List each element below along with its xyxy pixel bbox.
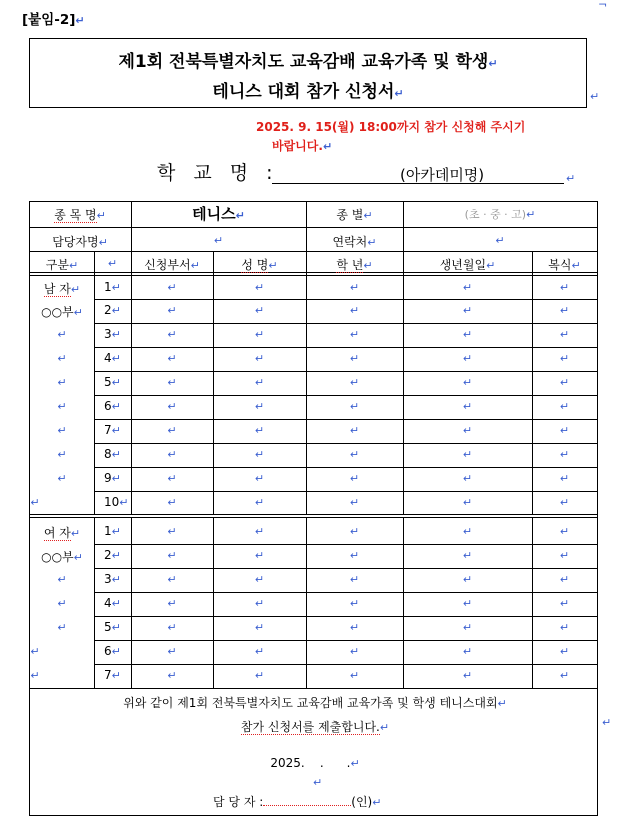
male-entry-cell[interactable]: ↵ [559,304,570,317]
male-school: ○○부↵ [41,305,83,319]
female-row-number: 1↵ [104,524,121,538]
male-entry-cell[interactable]: ↵ [254,472,265,485]
male-entry-cell[interactable]: ↵ [167,472,177,485]
female-entry-cell[interactable]: ↵ [462,669,473,682]
male-entry-cell[interactable]: ↵ [349,400,360,413]
female-entry-cell[interactable]: ↵ [254,669,265,682]
male-entry-cell[interactable]: ↵ [559,328,570,341]
category-value: (초 · 중 · 고)↵ [464,208,536,221]
male-entry-cell[interactable]: ↵ [254,400,265,413]
male-category-cell: ↵ [57,448,67,461]
male-category-cell: ↵ [57,424,67,437]
male-category-cell: ↵ [57,352,67,365]
male-entry-cell[interactable]: ↵ [462,352,473,365]
male-label: 남 자↵ [43,282,81,296]
table-rule [94,664,598,665]
female-entry-cell[interactable]: ↵ [349,597,360,610]
male-row-number: 6↵ [104,399,121,413]
table-rule [94,371,598,372]
footer-line-2: 참가 신청서를 제출합니다.↵ [240,720,390,734]
male-entry-cell[interactable]: ↵ [254,304,265,317]
contact-value[interactable]: ↵ [495,234,505,247]
table-rule [94,395,598,396]
female-entry-cell[interactable]: ↵ [559,597,570,610]
female-entry-cell[interactable]: ↵ [349,525,360,538]
footer-date: 2025. . .↵ [270,756,360,770]
male-entry-cell[interactable]: ↵ [462,328,473,341]
male-entry-cell[interactable]: ↵ [462,400,473,413]
return-mark: ↵ [602,716,612,729]
male-entry-cell[interactable]: ↵ [559,400,570,413]
table-rule [94,544,598,545]
female-row-number: 3↵ [104,572,121,586]
female-entry-cell[interactable]: ↵ [462,525,473,538]
female-entry-cell[interactable]: ↵ [559,621,570,634]
male-row-number: 9↵ [104,471,121,485]
female-entry-cell[interactable]: ↵ [167,645,177,658]
female-entry-cell[interactable]: ↵ [462,621,473,634]
col-header-name: 성 명↵ [241,258,278,272]
male-entry-cell[interactable]: ↵ [462,496,473,509]
male-row-number: 2↵ [104,303,121,317]
female-entry-cell[interactable]: ↵ [349,645,360,658]
female-entry-cell[interactable]: ↵ [167,573,177,586]
male-row-number: 3↵ [104,327,121,341]
col-header-doubles: 복식↵ [548,258,581,272]
event-value: 테니스↵ [192,205,245,223]
table-rule [29,275,598,276]
female-entry-cell[interactable]: ↵ [559,669,570,682]
female-category-cell: ↵ [30,645,40,658]
attachment-label: [붙임-2]↵ [22,12,85,28]
female-row-number: 7↵ [104,668,121,682]
male-entry-cell[interactable]: ↵ [254,448,265,461]
table-rule [94,467,598,468]
male-row-number: 4↵ [104,351,121,365]
male-entry-cell[interactable]: ↵ [349,448,360,461]
table-rule [94,517,95,688]
female-entry-cell[interactable]: ↵ [462,597,473,610]
male-category-cell: ↵ [57,328,67,341]
female-entry-cell[interactable]: ↵ [462,549,473,562]
male-entry-cell[interactable]: ↵ [167,376,177,389]
male-category-cell: ↵ [57,376,67,389]
female-category-cell: ↵ [57,621,67,634]
title-box [29,38,587,108]
table-rule [94,592,598,593]
male-entry-cell[interactable]: ↵ [254,424,265,437]
male-entry-cell[interactable]: ↵ [349,304,360,317]
female-entry-cell[interactable]: ↵ [349,573,360,586]
female-entry-cell[interactable]: ↵ [559,525,570,538]
footer-line-1: 위와 같이 제1회 전북특별자치도 교육감배 교육가족 및 학생 테니스대회↵ [123,696,507,710]
return-mark: ↵ [566,172,576,185]
table-rule [29,688,598,689]
male-category-cell: ↵ [57,472,67,485]
col-header-number: ↵ [107,257,118,270]
table-rule [29,251,598,252]
female-row-number: 5↵ [104,620,121,634]
female-category-cell: ↵ [57,573,67,586]
female-entry-cell[interactable]: ↵ [167,621,177,634]
event-label: 종 목 명↵ [54,208,106,222]
male-entry-cell[interactable]: ↵ [462,424,473,437]
male-entry-cell[interactable]: ↵ [559,472,570,485]
school-name-underline [272,183,564,184]
male-entry-cell[interactable]: ↵ [254,352,265,365]
table-rule [94,251,95,514]
male-entry-cell[interactable]: ↵ [349,328,360,341]
female-entry-cell[interactable]: ↵ [254,597,265,610]
female-entry-cell[interactable]: ↵ [167,669,177,682]
male-entry-cell[interactable]: ↵ [167,496,177,509]
table-rule [94,299,598,300]
female-category-cell: ↵ [30,669,40,682]
male-entry-cell[interactable]: ↵ [559,424,570,437]
female-entry-cell[interactable]: ↵ [559,573,570,586]
academy-label: (아카데미명) [400,166,485,184]
footer-signer: 담 당 자 : (인)↵ [213,795,382,809]
female-entry-cell[interactable]: ↵ [559,549,570,562]
male-entry-cell[interactable]: ↵ [349,424,360,437]
male-entry-cell[interactable]: ↵ [167,328,177,341]
table-rule [94,491,598,492]
return-mark: ↵ [590,90,600,103]
female-school: ○○부↵ [41,550,83,564]
male-row-number: 7↵ [104,423,121,437]
table-rule [94,640,598,641]
male-entry-cell[interactable]: ↵ [462,281,473,294]
contact-label: 연락처↵ [332,235,377,249]
male-row-number: 8↵ [104,447,121,461]
table-rule [94,347,598,348]
table-rule [29,517,598,518]
col-header-birthdate: 생년월일↵ [439,258,496,272]
male-entry-cell[interactable]: ↵ [254,328,265,341]
female-label: 여 자↵ [43,526,81,540]
table-rule [29,201,598,202]
male-entry-cell[interactable]: ↵ [559,376,570,389]
male-entry-cell[interactable]: ↵ [462,376,473,389]
male-entry-cell[interactable]: ↵ [559,352,570,365]
female-category-cell: ↵ [57,597,67,610]
female-entry-cell[interactable]: ↵ [167,549,177,562]
female-row-number: 4↵ [104,596,121,610]
female-entry-cell[interactable]: ↵ [559,645,570,658]
male-entry-cell[interactable]: ↵ [254,281,265,294]
col-header-department: 신청부서↵ [144,258,200,272]
male-entry-cell[interactable]: ↵ [167,448,177,461]
male-entry-cell[interactable]: ↵ [349,496,360,509]
female-entry-cell[interactable]: ↵ [349,621,360,634]
male-entry-cell[interactable]: ↵ [349,472,360,485]
school-name-label: 학 교 명 : [157,162,279,184]
title-line-1: 제1회 전북특별자치도 교육감배 교육가족 및 학생↵ [118,52,498,72]
male-entry-cell[interactable]: ↵ [167,424,177,437]
male-entry-cell[interactable]: ↵ [462,448,473,461]
male-entry-cell[interactable]: ↵ [254,496,265,509]
male-row-number: 1↵ [104,280,121,294]
col-header-category: 구분↵ [45,258,79,272]
page-corner-mark: ¬ [598,0,608,11]
table-rule [94,323,598,324]
female-entry-cell[interactable]: ↵ [254,525,265,538]
male-entry-cell[interactable]: ↵ [167,352,177,365]
female-row-number: 6↵ [104,644,121,658]
female-entry-cell[interactable]: ↵ [254,621,265,634]
male-entry-cell[interactable]: ↵ [349,281,360,294]
male-entry-cell[interactable]: ↵ [349,376,360,389]
female-entry-cell[interactable]: ↵ [167,525,177,538]
male-entry-cell[interactable]: ↵ [167,400,177,413]
table-rule [29,514,598,515]
female-entry-cell[interactable]: ↵ [254,645,265,658]
female-entry-cell[interactable]: ↵ [462,645,473,658]
male-entry-cell[interactable]: ↵ [349,352,360,365]
male-entry-cell[interactable]: ↵ [254,376,265,389]
manager-label: 담당자명↵ [52,235,108,249]
table-rule [94,616,598,617]
female-entry-cell[interactable]: ↵ [167,597,177,610]
female-row-number: 2↵ [104,548,121,562]
male-entry-cell[interactable]: ↵ [559,448,570,461]
table-rule [29,815,598,816]
female-entry-cell[interactable]: ↵ [254,549,265,562]
col-header-grade: 학 년↵ [336,258,373,272]
female-entry-cell[interactable]: ↵ [349,549,360,562]
table-rule [29,227,598,228]
male-entry-cell[interactable]: ↵ [462,304,473,317]
male-row-number: 5↵ [104,375,121,389]
male-row-number: 10↵ [104,495,129,509]
female-entry-cell[interactable]: ↵ [349,669,360,682]
male-entry-cell[interactable]: ↵ [167,304,177,317]
male-category-cell: ↵ [57,400,67,413]
title-line-2: 테니스 대회 참가 신청서↵ [212,82,404,102]
table-rule [94,568,598,569]
return-mark: ↵ [313,776,323,789]
deadline-notice: 2025. 9. 15(월) 18:00까지 참가 신청해 주시기 바랍니다.↵ [256,120,526,153]
female-entry-cell[interactable]: ↵ [254,573,265,586]
male-category-cell: ↵ [30,496,40,509]
male-entry-cell[interactable]: ↵ [167,281,177,294]
female-entry-cell[interactable]: ↵ [462,573,473,586]
male-entry-cell[interactable]: ↵ [559,281,570,294]
table-rule [94,419,598,420]
category-label: 종 별↵ [336,208,373,222]
male-entry-cell[interactable]: ↵ [559,496,570,509]
manager-value[interactable]: ↵ [213,234,224,247]
table-rule [94,443,598,444]
male-entry-cell[interactable]: ↵ [462,472,473,485]
